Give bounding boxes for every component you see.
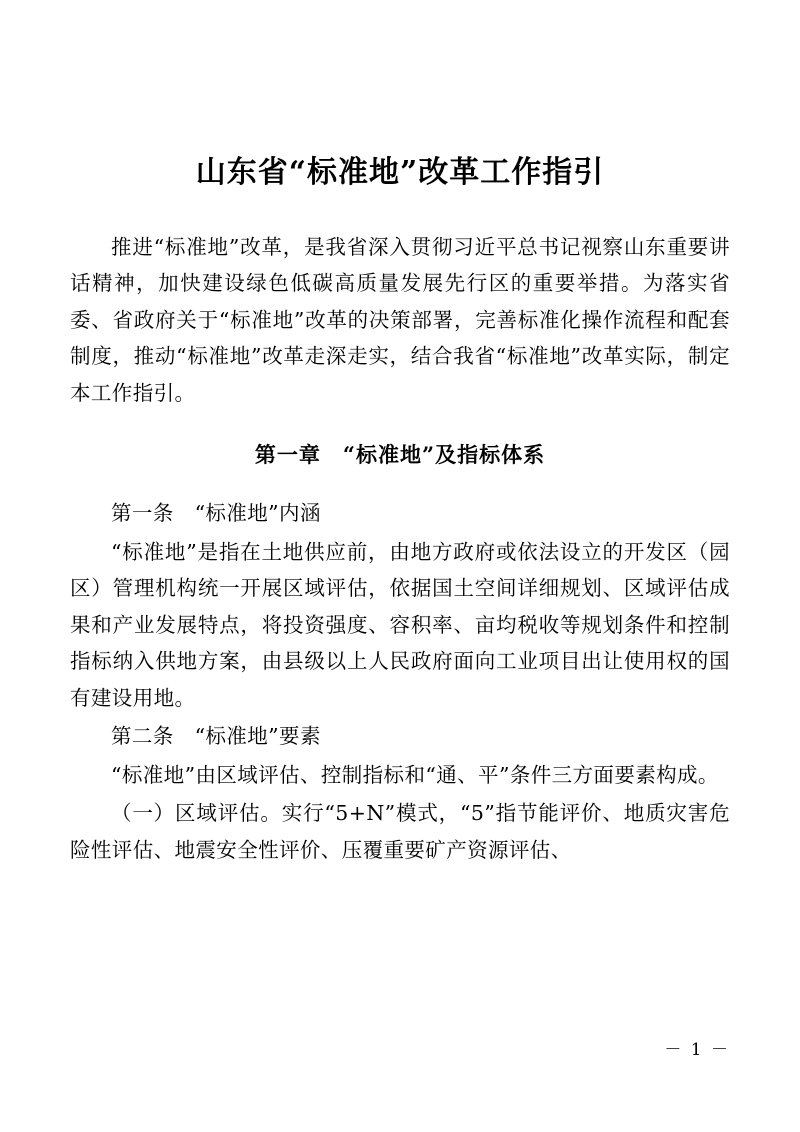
article-one-body: “标准地”是指在土地供应前，由地方政府或依法设立的开发区（园区）管理机构统一开展区域评估，依据国土空间详细规划、区域评估成果和产业发展特点，将投资强度、容积率、亩均税收等规划条件和控制指标纳入供地方案，由县级以上人民政府面向工业项目出让使用权的国有建设用地。 (70, 539, 730, 710)
article-one-title: 第一条 “标准地”内涵 (111, 501, 321, 526)
list-item: （一）区域评估。实行“5+N”模式，“5”指节能评价、地质灾害危险性评估、地震安全性评价、压覆重要矿产资源评估、 (70, 801, 730, 862)
page-title: 山东省“标准地”改革工作指引 (195, 155, 605, 190)
chapter-heading: 第一章 “标准地”及指标体系 (254, 442, 546, 468)
intro-paragraph: 推进“标准地”改革，是我省深入贯彻习近平总书记视察山东重要讲话精神，加快建设绿色低碳高质量发展先行区的重要举措。为落实省委、省政府关于“标准地”改革的决策部署，完善标准化操作流程和配套制度，推动“标准地”改革走深走实，结合我省“标准地”改革实际，制定本工作指引。 (70, 235, 730, 405)
article-two-body: “标准地”由区域评估、控制指标和“通、平”条件三方面要素构成。 (111, 762, 719, 787)
article-two-title: 第二条 “标准地”要素 (111, 724, 321, 749)
page-number: － 1 － (664, 1040, 730, 1060)
